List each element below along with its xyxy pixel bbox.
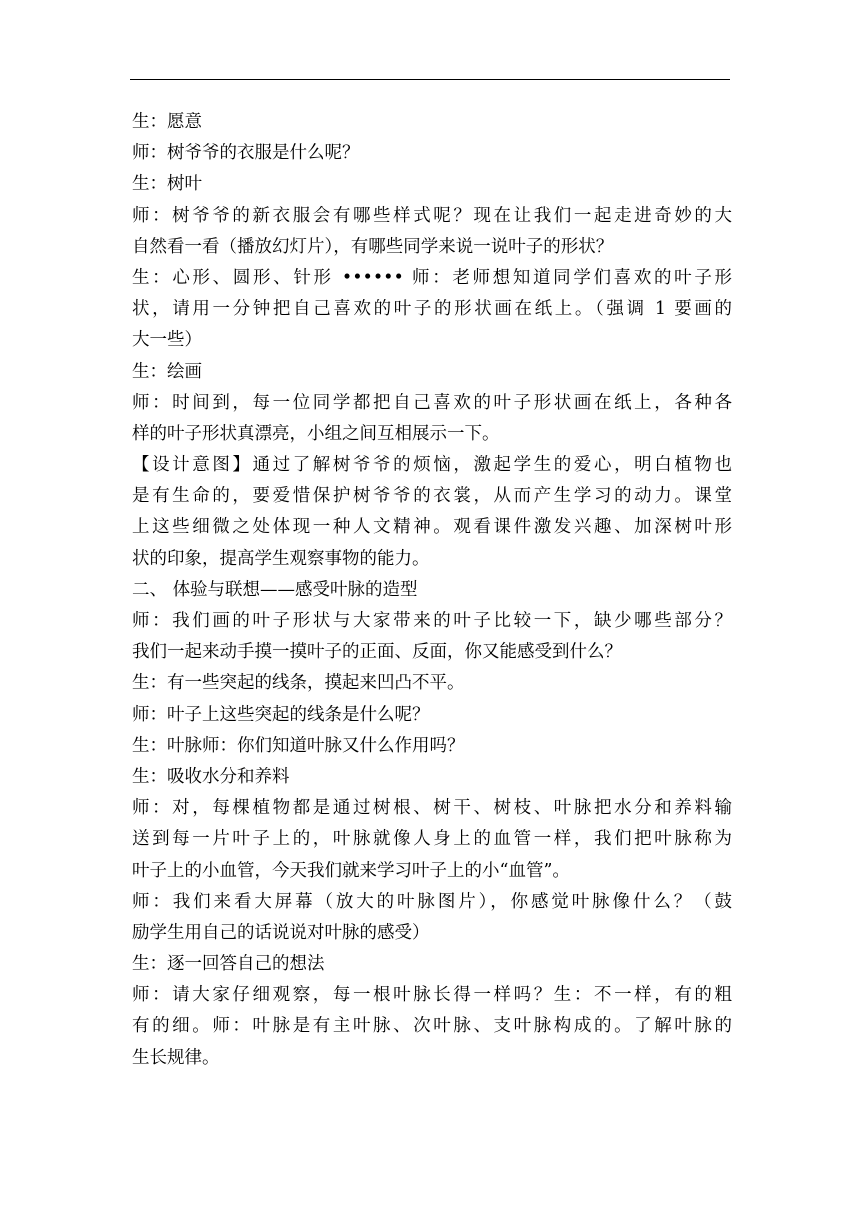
text-line: 大一些） [132,330,202,351]
text-line: 师：叶子上这些突起的线条是什么呢？ [132,704,430,725]
text-line: 状的印象，提高学生观察事物的能力。 [132,548,430,569]
text-line: 样的叶子形状真漂亮，小组之间互相展示一下。 [132,423,500,444]
text-line: 生：愿意 [132,112,202,132]
text-line: 师：树爷爷的衣服是什么呢？ [132,143,360,164]
text-line: 是有生命的，要爱惜保护树爷爷的衣裳，从而产生学习的动力。课堂 [132,486,732,507]
text-line: 有的细。师：叶脉是有主叶脉、次叶脉、支叶脉构成的。了解叶脉的 [132,1016,732,1037]
document-body [132,107,732,1074]
text-line: 自然看一看（播放幻灯片），有哪些同学来说一说叶子的形状？ [132,236,614,257]
text-line: 【设计意图】通过了解树爷爷的烦恼，激起学生的爱心，明白植物也 [132,455,732,476]
text-line: 生：有一些突起的线条，摸起来凹凸不平。 [132,673,465,694]
text-line: 师：请大家仔细观察，每一根叶脉长得一样吗？生：不一样，有的粗 [132,985,732,1006]
text-line: 生长规律。 [132,1047,220,1068]
text-line: 上这些细微之处体现一种人文精神。观看课件激发兴趣、加深树叶形 [132,517,732,538]
text-line: 励学生用自己的话说说对叶脉的感受） [132,922,430,943]
text-line: 生：树叶 [132,174,202,195]
header-rule [130,79,730,80]
text-line: 状，请用一分钟把自己喜欢的叶子的形状画在纸上。（强调 1 要画的 [132,299,732,320]
text-line: 生：绘画 [132,361,202,382]
text-line: 送到每一片叶子上的，叶脉就像人身上的血管一样，我们把叶脉称为 [132,829,732,850]
text-line: 师：我们画的叶子形状与大家带来的叶子比较一下，缺少哪些部分？ [132,611,732,631]
text-line: 师：我们来看大屏幕（放大的叶脉图片），你感觉叶脉像什么？（鼓 [132,891,732,912]
text-line: 生：叶脉师：你们知道叶脉又什么作用吗？ [132,735,465,756]
text-line: 生：吸收水分和养料 [132,766,290,787]
text-line: 师：时间到，每一位同学都把自己喜欢的叶子形状画在纸上，各种各 [132,392,732,413]
text-line: 生：逐一回答自己的想法 [132,954,325,975]
text-line: 生：心形、圆形、针形 •••••• 师：老师想知道同学们喜欢的叶子形 [132,267,732,288]
text-line: 我们一起来动手摸一摸叶子的正面、反面，你又能感受到什么？ [132,642,622,663]
text-line: 叶子上的小血管，今天我们就来学习叶子上的小“血管”。 [132,860,570,881]
text-line: 师：树爷爷的新衣服会有哪些样式呢？现在让我们一起走进奇妙的大 [132,205,732,226]
text-line: 二、 体验与联想——感受叶脉的造型 [132,579,418,600]
text-line: 师：对，每棵植物都是通过树根、树干、树枝、叶脉把水分和养料输 [132,798,732,819]
